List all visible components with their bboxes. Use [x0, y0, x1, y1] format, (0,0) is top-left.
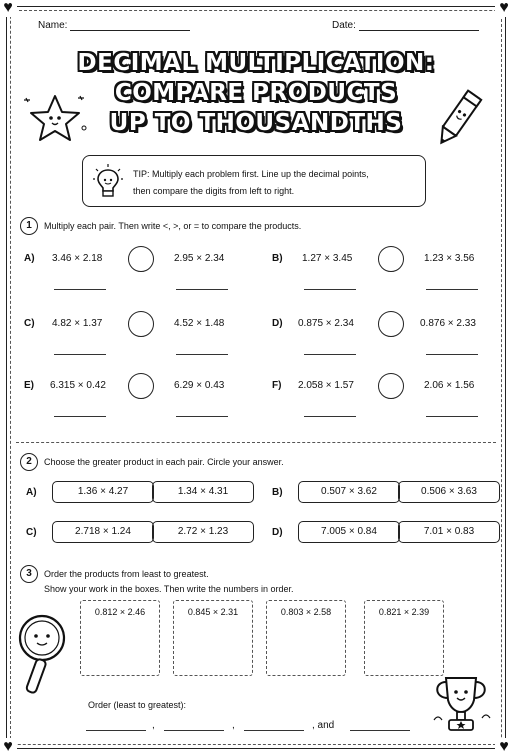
order-blank[interactable] [244, 730, 304, 731]
work-box[interactable] [266, 600, 346, 676]
answer-line[interactable] [176, 354, 228, 355]
answer-line[interactable] [54, 354, 106, 355]
work-box[interactable] [173, 600, 253, 676]
work-box[interactable] [364, 600, 444, 676]
problem-right-expression: 6.29 × 0.43 [174, 380, 225, 391]
name-line[interactable] [70, 21, 190, 31]
problem-label: D) [272, 318, 283, 329]
answer-line[interactable] [54, 289, 106, 290]
tip-line-1: TIP: Multiply each problem first. Line up the decimal points, [133, 169, 369, 179]
date-field[interactable] [332, 20, 479, 31]
tip-line-2: then compare the digits from left to right. [133, 186, 295, 196]
section-1-number: 1 [20, 217, 38, 235]
work-box-expression: 0.821 × 2.39 [378, 607, 430, 617]
order-blank[interactable] [164, 730, 224, 731]
work-box-expression: 0.812 × 2.46 [94, 607, 146, 617]
order-comma: , [152, 720, 155, 731]
name-label: Name: [38, 20, 68, 31]
order-label: Order (least to greatest): [88, 700, 187, 710]
problem-label: B) [272, 487, 283, 498]
section-1-instruction: Multiply each pair. Then write <, >, or = to compare the products. [44, 221, 302, 231]
answer-line[interactable] [304, 416, 356, 417]
problem-right-expression: 1.23 × 3.56 [424, 253, 475, 264]
title-line-3: UP TO THOUSANDTHS [109, 110, 403, 136]
order-blank[interactable] [86, 730, 146, 731]
section-3-number: 3 [20, 565, 38, 583]
problem-left-expression: 4.82 × 1.37 [52, 318, 103, 329]
magnifier-mascot-icon [14, 608, 72, 700]
choice-pill[interactable]: 2.718 × 1.24 [52, 521, 154, 543]
problem-label: D) [272, 527, 283, 538]
choice-pill[interactable]: 7.005 × 0.84 [298, 521, 400, 543]
work-box-expression: 0.803 × 2.58 [280, 607, 332, 617]
heart-icon: ♥ [495, 0, 512, 17]
pencil-mascot-icon [430, 86, 486, 152]
heart-icon: ♥ [495, 738, 512, 755]
choice-pill[interactable]: 1.36 × 4.27 [52, 481, 154, 503]
title-line-1: DECIMAL MULTIPLICATION: [77, 50, 435, 76]
choice-pill[interactable]: 7.01 × 0.83 [398, 521, 500, 543]
compare-circle[interactable] [378, 246, 404, 272]
lightbulb-icon [93, 164, 123, 200]
section-3-instruction-1: Order the products from least to greatest. [44, 569, 209, 579]
answer-line[interactable] [176, 416, 228, 417]
compare-circle[interactable] [378, 311, 404, 337]
answer-line[interactable] [426, 289, 478, 290]
name-field[interactable] [38, 20, 190, 31]
problem-right-expression: 0.876 × 2.33 [420, 318, 476, 329]
answer-line[interactable] [304, 354, 356, 355]
answer-line[interactable] [426, 416, 478, 417]
problem-left-expression: 0.875 × 2.34 [298, 318, 354, 329]
date-label: Date: [332, 20, 356, 31]
choice-pill[interactable]: 1.34 × 4.31 [152, 481, 254, 503]
answer-line[interactable] [304, 289, 356, 290]
problem-label: E) [24, 380, 34, 391]
work-box[interactable] [80, 600, 160, 676]
order-blank[interactable] [350, 730, 410, 731]
choice-pill[interactable]: 0.506 × 3.63 [398, 481, 500, 503]
problem-left-expression: 6.315 × 0.42 [50, 380, 106, 391]
order-comma: , [232, 720, 235, 731]
choice-pill[interactable]: 2.72 × 1.23 [152, 521, 254, 543]
heart-icon: ♥ [0, 0, 17, 17]
answer-line[interactable] [426, 354, 478, 355]
section-2-number: 2 [20, 453, 38, 471]
compare-circle[interactable] [378, 373, 404, 399]
answer-line[interactable] [176, 289, 228, 290]
date-line[interactable] [359, 21, 479, 31]
problem-label: A) [26, 487, 37, 498]
problem-left-expression: 3.46 × 2.18 [52, 253, 103, 264]
compare-circle[interactable] [128, 311, 154, 337]
problem-label: A) [24, 253, 35, 264]
trophy-mascot-icon [424, 672, 498, 738]
problem-left-expression: 2.058 × 1.57 [298, 380, 354, 391]
compare-circle[interactable] [128, 373, 154, 399]
section-divider [16, 442, 496, 443]
problem-right-expression: 2.95 × 2.34 [174, 253, 225, 264]
heart-icon: ♥ [0, 738, 17, 755]
problem-label: C) [26, 527, 37, 538]
problem-right-expression: 4.52 × 1.48 [174, 318, 225, 329]
tip-box [82, 155, 426, 207]
problem-label: F) [272, 380, 282, 391]
section-2-instruction: Choose the greater product in each pair. Circle your answer. [44, 457, 284, 467]
compare-circle[interactable] [128, 246, 154, 272]
section-3-instruction-2: Show your work in the boxes. Then write the numbers in order. [44, 584, 294, 594]
star-mascot-icon [20, 88, 90, 148]
choice-pill[interactable]: 0.507 × 3.62 [298, 481, 400, 503]
order-and-label: , and [312, 720, 335, 731]
problem-right-expression: 2.06 × 1.56 [424, 380, 475, 391]
problem-label: C) [24, 318, 35, 329]
title-line-2: COMPARE PRODUCTS [114, 80, 398, 106]
answer-line[interactable] [54, 416, 106, 417]
problem-label: B) [272, 253, 283, 264]
work-box-expression: 0.845 × 2.31 [187, 607, 239, 617]
problem-left-expression: 1.27 × 3.45 [302, 253, 353, 264]
